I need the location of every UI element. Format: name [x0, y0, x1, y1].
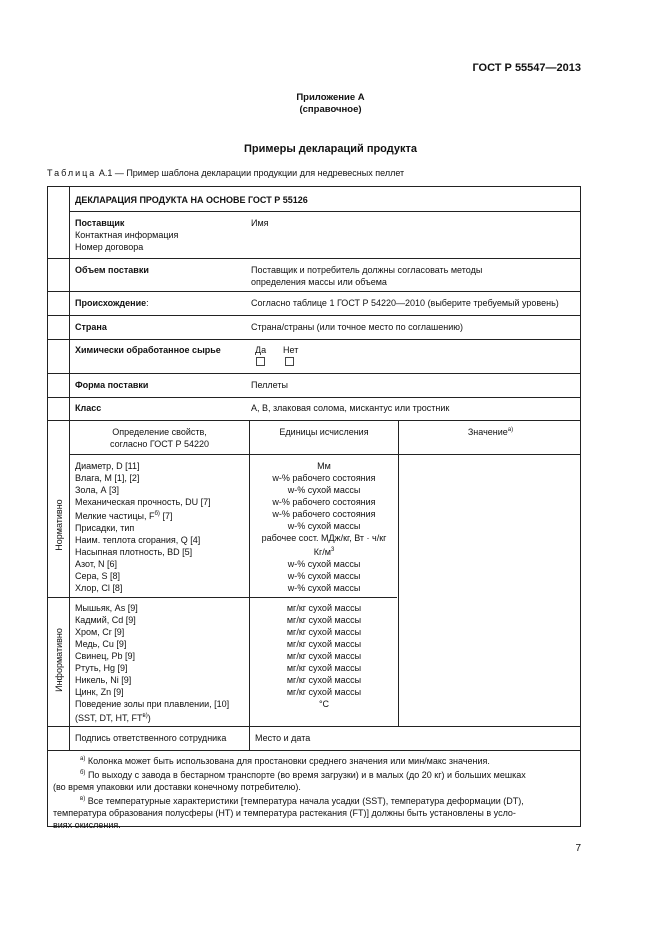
informative-property: Свинец, Pb [9] [75, 651, 135, 661]
density-sup: 3 [330, 547, 335, 553]
unit-text: w-% рабочего состояния [272, 509, 376, 519]
normative-unit [250, 460, 398, 472]
unit-text: w-% сухой массы [287, 485, 361, 495]
property-text: Присадки, тип [75, 523, 135, 533]
country-value: Страна/страны (или точное место по соглашению) [251, 322, 464, 332]
normative-property [75, 534, 211, 546]
normative-unit [250, 582, 398, 594]
informative-unit: мг/кг сухой массы [286, 627, 362, 637]
footnote-c-text-1: Все температурные характеристики [температура начала усадки (SST), температура деформации (DT), [85, 796, 524, 806]
ash-close: ) [147, 713, 151, 723]
appendix-label: Приложение А [296, 92, 365, 103]
informative-property: Хром, Cr [9] [75, 627, 125, 637]
footnote-c-mark: в) [80, 796, 86, 802]
unit-text: w-% сухой массы [287, 571, 361, 581]
col-header-value [399, 424, 582, 438]
col-header-units: Единицы исчисления [279, 427, 369, 437]
form-label: Форма поставки [75, 380, 149, 390]
normative-unit [250, 570, 398, 582]
signature-label: Подпись ответственного сотрудника [75, 733, 227, 743]
col-header-property [70, 426, 249, 450]
normative-property [75, 472, 211, 484]
col-header-value-sup: а) [507, 427, 514, 433]
property-text: Влага, М [1], [2] [75, 473, 140, 483]
footnote-b-text-2: (во время упаковки или доставки конечному потребителю). [53, 782, 301, 792]
table-heading: ДЕКЛАРАЦИЯ ПРОДУКТА НА ОСНОВЕ ГОСТ Р 55126 [75, 195, 308, 205]
footnote-b-mark: б) [80, 770, 86, 776]
property-text: Диаметр, D [11] [75, 461, 140, 471]
footnote-a-mark: а) [80, 756, 86, 762]
normative-property [75, 558, 211, 570]
row-divider [69, 211, 580, 212]
row-divider [48, 373, 580, 374]
informative-property: Кадмий, Cd [9] [75, 615, 136, 625]
row-divider [48, 291, 580, 292]
unit-text: Кг/м [313, 547, 331, 557]
normative-unit [250, 508, 398, 520]
col-divider [69, 187, 70, 750]
normative-property [75, 460, 211, 472]
footnote-c [53, 793, 575, 807]
chemical-yes-checkbox[interactable] [256, 357, 265, 366]
class-label: Класс [75, 403, 102, 413]
normative-unit [250, 484, 398, 496]
row-divider [48, 597, 397, 598]
form-value: Пеллеты [251, 380, 288, 390]
ash-sup: в) [142, 713, 148, 719]
informative-unit: мг/кг сухой массы [286, 615, 362, 625]
informative-property: Цинк, Zn [9] [75, 687, 124, 697]
unit-text: w-% рабочего состояния [272, 473, 376, 483]
informative-property [75, 710, 229, 724]
informative-unit: мг/кг сухой массы [286, 651, 362, 661]
supplier-label: Поставщик [75, 218, 125, 228]
normative-property [75, 522, 211, 534]
informative-unit: мг/кг сухой массы [286, 687, 362, 697]
origin-value: Согласно таблице 1 ГОСТ Р 54220—2010 (выберите требуемый уровень) [251, 298, 559, 308]
informative-unit: мг/кг сухой массы [286, 675, 362, 685]
normative-label: Нормативно [54, 499, 64, 551]
informative-properties [75, 602, 229, 724]
row-divider [48, 397, 580, 398]
fines-sup: б) [154, 511, 160, 517]
informative-unit: °С [318, 699, 330, 709]
normative-property [75, 484, 211, 496]
row-divider [69, 454, 580, 455]
normative-unit [250, 558, 398, 570]
document-header: ГОСТ Р 55547—2013 [472, 62, 581, 74]
contract-label: Номер договора [75, 242, 144, 252]
property-text: Наим. теплота сгорания, Q [4] [75, 535, 201, 545]
footnotes [53, 753, 575, 831]
informative-unit: мг/кг сухой массы [286, 663, 362, 673]
footnote-c-text-3: виях окисления. [53, 820, 121, 830]
property-text: Зола, А [3] [75, 485, 120, 495]
informative-units [250, 602, 398, 710]
row-divider [48, 750, 580, 751]
normative-unit [250, 520, 398, 532]
volume-label: Объем поставки [75, 265, 149, 275]
normative-property [75, 546, 211, 558]
normative-property [75, 570, 211, 582]
row-divider [48, 258, 580, 259]
normative-property [75, 508, 211, 522]
declaration-table [47, 186, 581, 830]
supplier-value: Имя [251, 218, 269, 228]
property-text: Мелкие частицы, F [75, 511, 155, 521]
origin-colon: : [146, 298, 149, 308]
informative-property: Медь, Cu [9] [75, 639, 127, 649]
informative-property: Мышьяк, As [9] [75, 603, 138, 613]
country-label: Страна [75, 322, 107, 332]
page-number: 7 [575, 843, 581, 854]
class-value: А, В, злаковая солома, мискантус или тростник [251, 403, 450, 413]
normative-unit [250, 544, 398, 558]
normative-units [250, 460, 398, 594]
ash-text: (SST, DT, HT, FT [75, 713, 143, 723]
property-text: Механическая прочность, DU [7] [75, 497, 211, 507]
col-header-property-2: согласно ГОСТ Р 54220 [109, 439, 210, 449]
informative-unit: мг/кг сухой массы [286, 603, 362, 613]
chemical-no-checkbox[interactable] [285, 357, 294, 366]
volume-value-1: Поставщик и потребитель должны согласовать методы [251, 265, 483, 275]
normative-property [75, 496, 211, 508]
caption-text: А.1 — Пример шаблона декларации продукции для недревесных пеллет [98, 168, 405, 178]
footnote-a [53, 753, 575, 767]
row-divider [48, 726, 580, 727]
table-caption [47, 168, 404, 178]
property-text: Сера, S [8] [75, 571, 121, 581]
signature-value: Место и дата [255, 733, 311, 743]
unit-text: w-% сухой массы [287, 521, 361, 531]
normative-unit [250, 532, 398, 544]
informative-unit: мг/кг сухой массы [286, 639, 362, 649]
chemical-label: Химически обработанное сырье [75, 345, 221, 355]
unit-text: w-% рабочего состояния [272, 497, 376, 507]
footnote-b [53, 767, 575, 781]
unit-text: w-% сухой массы [287, 559, 361, 569]
appendix-type: (справочное) [299, 104, 362, 115]
informative-label: Информативно [54, 628, 64, 692]
footnote-c-text-2: температура образования полусферы (HT) и температура растекания (FT)] должны быть установлены в усло- [53, 808, 516, 818]
col-header-value-text: Значение [467, 427, 508, 437]
normative-unit [250, 496, 398, 508]
row-divider [48, 315, 580, 316]
row-divider [48, 420, 580, 421]
unit-text: w-% сухой массы [287, 583, 361, 593]
informative-property: Поведение золы при плавлении, [10] [75, 699, 230, 709]
col-divider [398, 420, 399, 727]
footnote-a-text: Колонка может быть использована для простановки среднего значения или мин/макс значения. [85, 756, 490, 766]
informative-property: Никель, Ni [9] [75, 675, 132, 685]
informative-property: Ртуть, Hg [9] [75, 663, 128, 673]
col-header-property-1: Определение свойств, [112, 427, 207, 437]
contact-label: Контактная информация [75, 230, 179, 240]
property-text: Насыпная плотность, BD [5] [75, 547, 193, 557]
volume-value-2: определения массы или объема [251, 277, 387, 287]
fines-ref: [7] [159, 511, 173, 521]
property-text: Азот, N [6] [75, 559, 117, 569]
origin-label-wrap [75, 297, 149, 309]
row-divider [48, 339, 580, 340]
caption-prefix: Таблица [47, 168, 97, 178]
unit-text: рабочее сост. МДж/кг, Вт · ч/кг [261, 533, 387, 543]
origin-label: Происхождение [75, 298, 147, 308]
appendix-heading [0, 92, 661, 116]
property-text: Хлор, Cl [8] [75, 583, 123, 593]
footnote-b-text-1: По выходу с завода в бестарном транспорте (во время загрузки) и в малых (до 20 кг) и больших мешках [85, 770, 526, 780]
chemical-yes-label: Да [255, 345, 267, 355]
chemical-no-label: Нет [283, 345, 299, 355]
unit-text: Мм [317, 461, 331, 471]
normative-property [75, 582, 211, 594]
page-title: Примеры деклараций продукта [243, 143, 418, 155]
normative-unit [250, 472, 398, 484]
normative-properties [75, 460, 211, 594]
